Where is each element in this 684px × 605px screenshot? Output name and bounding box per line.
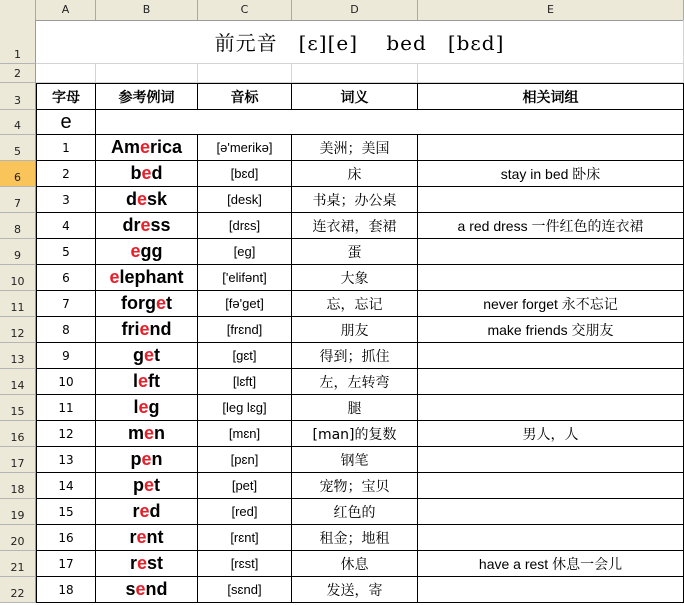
phonetic-cell[interactable]: [mɛn]: [198, 421, 292, 447]
word-prefix: s: [125, 579, 136, 599]
word-suffix: gg: [140, 241, 163, 261]
meaning-cell[interactable]: 休息: [292, 551, 418, 577]
word-suffix: d: [151, 163, 163, 183]
phonetic-cell[interactable]: [desk]: [198, 187, 292, 213]
row-header[interactable]: 21: [0, 551, 36, 577]
highlighted-vowel: e: [143, 345, 154, 365]
phonetic-cell[interactable]: [sɛnd]: [198, 577, 292, 603]
row-header[interactable]: 19: [0, 499, 36, 525]
example-word-cell[interactable]: [96, 369, 198, 395]
row-header[interactable]: 20: [0, 525, 36, 551]
highlighted-vowel: e: [140, 215, 151, 235]
number-cell[interactable]: 8: [36, 317, 96, 343]
row-header[interactable]: 22: [0, 577, 36, 603]
phrase-cell[interactable]: stay in bed 卧床: [418, 161, 684, 187]
highlighted-vowel: e: [136, 553, 147, 573]
word-prefix: forg: [120, 293, 156, 313]
blank-cell[interactable]: [198, 64, 292, 83]
word-prefix: fri: [121, 319, 140, 339]
word-prefix: dr: [122, 215, 141, 235]
example-word-cell[interactable]: [96, 499, 198, 525]
meaning-cell[interactable]: 发送，寄: [292, 577, 418, 603]
phonetic-cell[interactable]: [ɡɛt]: [198, 343, 292, 369]
row-header[interactable]: 8: [0, 213, 36, 239]
example-word-cell[interactable]: [96, 317, 198, 343]
row-header[interactable]: 11: [0, 291, 36, 317]
number-cell[interactable]: 2: [36, 161, 96, 187]
meaning-cell[interactable]: 蛋: [292, 239, 418, 265]
phrase-cell[interactable]: never forget 永不忘记: [418, 291, 684, 317]
word-suffix: lephant: [119, 267, 184, 287]
meaning-cell[interactable]: 钢笔: [292, 447, 418, 473]
meaning-cell[interactable]: 宠物；宝贝: [292, 473, 418, 499]
word-prefix: l: [132, 371, 138, 391]
phonetic-cell[interactable]: [ə'merikə]: [198, 135, 292, 161]
column-header-e[interactable]: E: [418, 0, 684, 20]
example-word-cell[interactable]: [96, 135, 198, 161]
word-suffix: rica: [150, 137, 183, 157]
phrase-cell[interactable]: [418, 395, 684, 421]
meaning-cell[interactable]: 租金；地租: [292, 525, 418, 551]
phrase-cell[interactable]: [418, 239, 684, 265]
meaning-cell[interactable]: 红色的: [292, 499, 418, 525]
phonetic-cell[interactable]: [fə'get]: [198, 291, 292, 317]
blank-cell[interactable]: [292, 64, 418, 83]
highlighted-vowel: e: [139, 137, 150, 157]
word-suffix: st: [147, 553, 164, 573]
phonetic-cell[interactable]: ['elifənt]: [198, 265, 292, 291]
select-all-corner[interactable]: [0, 0, 36, 20]
example-word-cell[interactable]: [96, 343, 198, 369]
header-example[interactable]: 参考例词: [96, 83, 198, 110]
number-cell[interactable]: 14: [36, 473, 96, 499]
highlighted-vowel: e: [135, 579, 146, 599]
row-header[interactable]: 9: [0, 239, 36, 265]
example-word-cell[interactable]: [96, 239, 198, 265]
number-cell[interactable]: 10: [36, 369, 96, 395]
phonetic-cell[interactable]: [red]: [198, 499, 292, 525]
meaning-cell[interactable]: 书桌；办公桌: [292, 187, 418, 213]
word-prefix: Am: [110, 137, 140, 157]
word-suffix: nt: [146, 527, 164, 547]
letter-cell[interactable]: e: [36, 110, 96, 135]
word-suffix: nd: [145, 579, 168, 599]
row-header[interactable]: 14: [0, 369, 36, 395]
phonetic-cell[interactable]: [pɛn]: [198, 447, 292, 473]
example-word-cell[interactable]: [96, 395, 198, 421]
number-cell[interactable]: 12: [36, 421, 96, 447]
phonetic-cell[interactable]: [pet]: [198, 473, 292, 499]
header-phonetic[interactable]: 音标: [198, 83, 292, 110]
word-suffix: sk: [146, 189, 168, 209]
row-header[interactable]: 18: [0, 473, 36, 499]
number-cell[interactable]: 4: [36, 213, 96, 239]
example-word-cell[interactable]: [96, 265, 198, 291]
highlighted-vowel: e: [155, 293, 166, 313]
word-suffix: n: [151, 449, 163, 469]
phonetic-cell[interactable]: [bɛd]: [198, 161, 292, 187]
number-cell[interactable]: 9: [36, 343, 96, 369]
word-suffix: n: [154, 423, 166, 443]
highlighted-vowel: e: [139, 319, 150, 339]
highlighted-vowel: e: [130, 241, 141, 261]
example-word-cell[interactable]: [96, 213, 198, 239]
phonetic-cell[interactable]: [lɛft]: [198, 369, 292, 395]
example-word-cell[interactable]: [96, 421, 198, 447]
header-letter[interactable]: 字母: [36, 83, 96, 110]
row-header[interactable]: 17: [0, 447, 36, 473]
column-header-d[interactable]: D: [292, 0, 418, 20]
row-header[interactable]: 3: [0, 83, 36, 110]
meaning-cell[interactable]: 左，左转弯: [292, 369, 418, 395]
highlighted-vowel: e: [138, 397, 149, 417]
highlighted-vowel: e: [139, 501, 150, 521]
example-word-cell[interactable]: [96, 577, 198, 603]
phrase-cell[interactable]: [418, 577, 684, 603]
phonetic-cell[interactable]: [drɛs]: [198, 213, 292, 239]
phonetic-cell[interactable]: [rɛnt]: [198, 525, 292, 551]
number-cell[interactable]: 11: [36, 395, 96, 421]
column-header-strip: [0, 0, 684, 21]
column-header-a[interactable]: A: [36, 0, 96, 20]
blank-cell[interactable]: [36, 64, 96, 83]
phrase-cell[interactable]: [418, 187, 684, 213]
phrase-cell[interactable]: have a rest 休息一会儿: [418, 551, 684, 577]
word-suffix: d: [149, 501, 161, 521]
phrase-cell[interactable]: [418, 343, 684, 369]
word-prefix: p: [130, 449, 142, 469]
row-header[interactable]: 13: [0, 343, 36, 369]
phrase-cell[interactable]: [418, 135, 684, 161]
blank-cell[interactable]: [418, 64, 684, 83]
phonetic-cell[interactable]: [leg lɛg]: [198, 395, 292, 421]
phrase-cell[interactable]: [418, 369, 684, 395]
meaning-cell[interactable]: 连衣裙，套裙: [292, 213, 418, 239]
phrase-cell[interactable]: a red dress 一件红色的连衣裙: [418, 213, 684, 239]
phrase-cell[interactable]: [418, 499, 684, 525]
number-cell[interactable]: 3: [36, 187, 96, 213]
example-word-cell[interactable]: [96, 291, 198, 317]
row-header[interactable]: 1: [0, 20, 36, 64]
row-header[interactable]: 2: [0, 64, 36, 83]
number-cell[interactable]: 1: [36, 135, 96, 161]
phrase-cell[interactable]: 男人，人: [418, 421, 684, 447]
blank-merged-cell[interactable]: [96, 110, 684, 135]
row-header[interactable]: 5: [0, 135, 36, 161]
row-header[interactable]: 12: [0, 317, 36, 343]
word-suffix: ss: [150, 215, 171, 235]
header-phrases[interactable]: 相关词组: [418, 83, 684, 110]
highlighted-vowel: e: [141, 449, 152, 469]
row-header[interactable]: 7: [0, 187, 36, 213]
word-prefix: r: [129, 553, 137, 573]
example-word-cell[interactable]: [96, 187, 198, 213]
highlighted-vowel: e: [136, 189, 147, 209]
word-suffix: nd: [149, 319, 172, 339]
example-word-cell[interactable]: [96, 447, 198, 473]
number-cell[interactable]: 13: [36, 447, 96, 473]
row-header[interactable]: 16: [0, 421, 36, 447]
word-prefix: g: [132, 345, 144, 365]
meaning-cell[interactable]: 忘，忘记: [292, 291, 418, 317]
phrase-cell[interactable]: [418, 473, 684, 499]
meaning-cell[interactable]: 腿: [292, 395, 418, 421]
highlighted-vowel: e: [109, 267, 120, 287]
word-suffix: t: [154, 475, 160, 495]
word-suffix: t: [154, 345, 160, 365]
phonetic-cell[interactable]: [rɛst]: [198, 551, 292, 577]
word-prefix: l: [133, 397, 139, 417]
page-title[interactable]: 前元音 [ɛ][e] bed [bɛd]: [36, 20, 684, 64]
meaning-cell[interactable]: 大象: [292, 265, 418, 291]
word-suffix: g: [148, 397, 160, 417]
word-prefix: r: [129, 527, 137, 547]
blank-cell[interactable]: [96, 64, 198, 83]
meaning-cell[interactable]: 得到；抓住: [292, 343, 418, 369]
highlighted-vowel: e: [141, 163, 152, 183]
row-header[interactable]: 10: [0, 265, 36, 291]
meaning-cell[interactable]: 朋友: [292, 317, 418, 343]
number-cell[interactable]: 7: [36, 291, 96, 317]
highlighted-vowel: e: [138, 371, 149, 391]
phonetic-cell[interactable]: [eg]: [198, 239, 292, 265]
word-suffix: t: [166, 293, 172, 313]
meaning-cell[interactable]: 美洲；美国: [292, 135, 418, 161]
number-cell[interactable]: 5: [36, 239, 96, 265]
phrase-cell[interactable]: [418, 447, 684, 473]
word-prefix: m: [127, 423, 144, 443]
header-meaning[interactable]: 词义: [292, 83, 418, 110]
row-header[interactable]: 6: [0, 161, 36, 187]
phonetic-cell[interactable]: [frɛnd]: [198, 317, 292, 343]
example-word-cell[interactable]: [96, 551, 198, 577]
row-header[interactable]: 4: [0, 110, 36, 135]
word-prefix: p: [132, 475, 144, 495]
word-prefix: r: [132, 501, 140, 521]
example-word-cell[interactable]: [96, 473, 198, 499]
word-prefix: b: [130, 163, 142, 183]
phrase-cell[interactable]: [418, 525, 684, 551]
meaning-cell[interactable]: [man]的复数: [292, 421, 418, 447]
number-cell[interactable]: 6: [36, 265, 96, 291]
meaning-cell[interactable]: 床: [292, 161, 418, 187]
highlighted-vowel: e: [144, 423, 155, 443]
number-cell[interactable]: 16: [36, 525, 96, 551]
number-cell[interactable]: 17: [36, 551, 96, 577]
word-suffix: ft: [148, 371, 161, 391]
highlighted-vowel: e: [136, 527, 147, 547]
example-word-cell[interactable]: [96, 525, 198, 551]
number-cell[interactable]: 15: [36, 499, 96, 525]
column-header-c[interactable]: C: [198, 0, 292, 20]
row-header[interactable]: 15: [0, 395, 36, 421]
phrase-cell[interactable]: make friends 交朋友: [418, 317, 684, 343]
number-cell[interactable]: 18: [36, 577, 96, 603]
example-word-cell[interactable]: [96, 161, 198, 187]
highlighted-vowel: e: [143, 475, 154, 495]
column-header-b[interactable]: B: [96, 0, 198, 20]
word-prefix: d: [125, 189, 137, 209]
phrase-cell[interactable]: [418, 265, 684, 291]
